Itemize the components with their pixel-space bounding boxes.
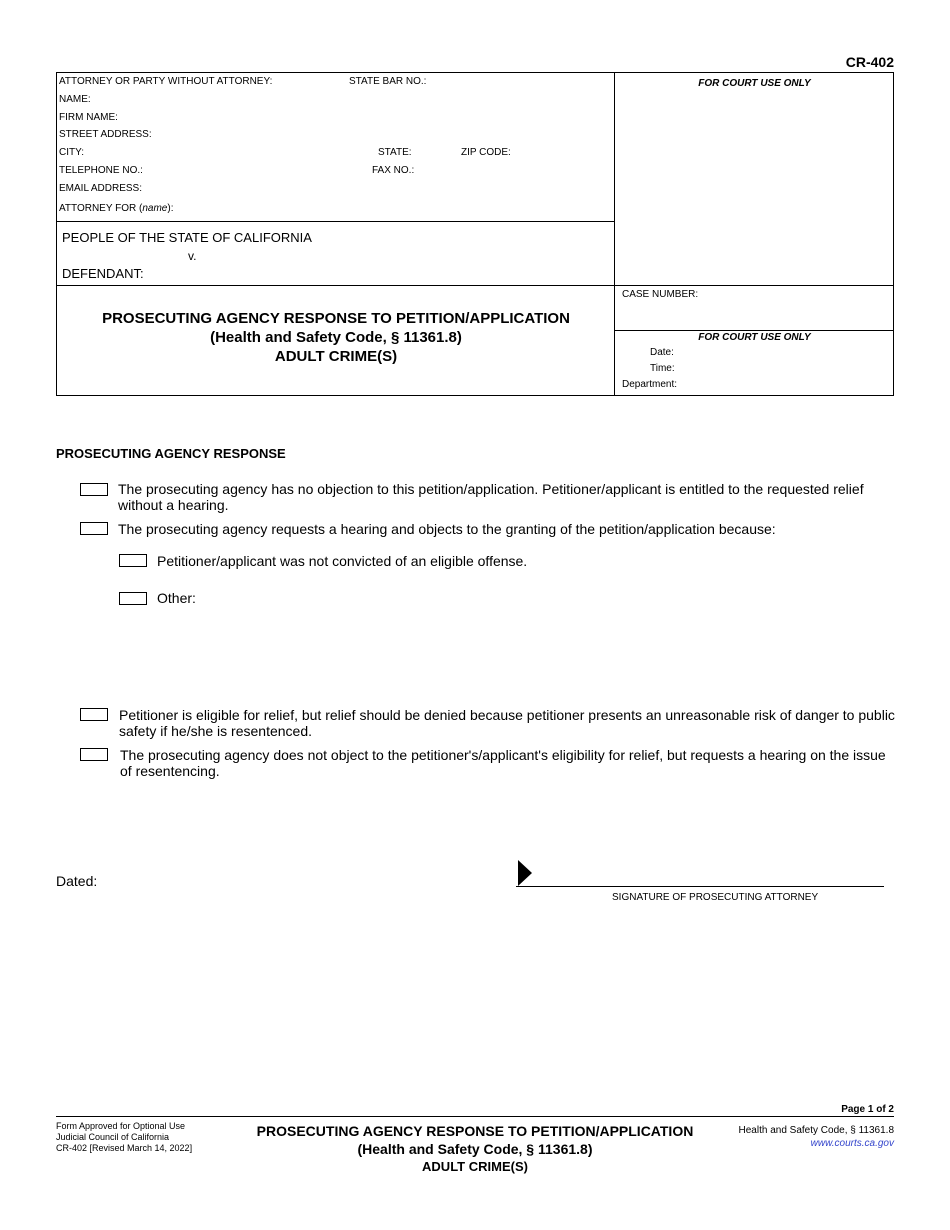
name-label: NAME:: [59, 94, 91, 105]
no-objection-checkbox[interactable]: [80, 483, 108, 496]
section-heading: PROSECUTING AGENCY RESPONSE: [56, 446, 286, 461]
street-address-label: STREET ADDRESS:: [59, 129, 152, 140]
footer-title-line2: (Health and Safety Code, § 11361.8): [357, 1141, 593, 1157]
form-title: [57, 309, 615, 366]
department-label: Department:: [622, 379, 678, 390]
hearing-date-label: Date:: [650, 347, 674, 358]
approval-line-2: Judicial Council of California: [56, 1132, 170, 1142]
city-label: CITY:: [59, 147, 85, 158]
form-title-line3: ADULT CRIME(S): [274, 348, 398, 365]
attorney-or-party-label: ATTORNEY OR PARTY WITHOUT ATTORNEY:: [59, 76, 273, 87]
code-reference: Health and Safety Code, § 11361.8: [738, 1125, 894, 1136]
resentencing-text: The prosecuting agency does not object to the petitioner's/applicant's eligibility for relief, but requests a hearing on the issue of resentencing.: [120, 747, 886, 779]
footer-references: [739, 1124, 894, 1150]
signature-arrow-icon: [518, 860, 532, 886]
court-use-label-2: FOR COURT USE ONLY: [698, 332, 811, 343]
resentencing-checkbox[interactable]: [80, 748, 108, 761]
case-number-label: CASE NUMBER:: [622, 289, 699, 300]
telephone-label: TELEPHONE NO.:: [59, 165, 143, 176]
signature-label: SIGNATURE OF PROSECUTING ATTORNEY: [612, 892, 819, 903]
requests-hearing-text: The prosecuting agency requests a hearing and objects to the granting of the petition/application because:: [118, 521, 776, 537]
form-id: CR-402: [845, 54, 894, 70]
not-convicted-text: Petitioner/applicant was not convicted of an eligible offense.: [157, 553, 528, 569]
form-title-line2: (Health and Safety Code, § 11361.8): [210, 329, 462, 346]
court-use-label: FOR COURT USE ONLY: [698, 78, 811, 89]
caption-box: [56, 72, 894, 396]
defendant-label: DEFENDANT:: [62, 266, 144, 281]
footer-divider: [56, 1116, 894, 1117]
courts-website-link[interactable]: www.courts.ca.gov: [810, 1138, 894, 1149]
firm-name-label: FIRM NAME:: [59, 112, 118, 123]
requests-hearing-checkbox[interactable]: [80, 522, 108, 535]
attorney-for-label: ATTORNEY FOR (name):: [59, 203, 174, 214]
email-label: EMAIL ADDRESS:: [59, 183, 142, 194]
page-number: Page 1 of 2: [841, 1104, 894, 1115]
signature-line[interactable]: [516, 886, 884, 887]
other-checkbox[interactable]: [119, 592, 147, 605]
footer-title: [230, 1122, 720, 1176]
plaintiff-name: PEOPLE OF THE STATE OF CALIFORNIA: [62, 230, 312, 245]
footer-approval: [56, 1121, 192, 1154]
approval-line-3: CR-402 [Revised March 14, 2022]: [56, 1143, 193, 1153]
hearing-time-label: Time:: [650, 363, 675, 374]
state-bar-label: STATE BAR NO.:: [349, 76, 427, 87]
form-title-line1: PROSECUTING AGENCY RESPONSE TO PETITION/APPLICATION: [102, 310, 570, 327]
state-label: STATE:: [378, 147, 412, 158]
zip-code-label: ZIP CODE:: [461, 147, 511, 158]
footer-title-line3: ADULT CRIME(S): [422, 1159, 528, 1174]
danger-text: Petitioner is eligible for relief, but relief should be denied because petitioner presents an unreasonable risk of danger to public safety if he/she is resentenced.: [119, 707, 895, 739]
no-objection-text: The prosecuting agency has no objection to this petition/application. Petitioner/applicant is entitled to the requested relief without a hearing.: [118, 481, 864, 513]
approval-line-1: Form Approved for Optional Use: [56, 1121, 186, 1131]
versus: v.: [188, 249, 197, 263]
dated-label: Dated:: [56, 873, 98, 889]
fax-label: FAX NO.:: [372, 165, 415, 176]
footer-title-line1: PROSECUTING AGENCY RESPONSE TO PETITION/APPLICATION: [256, 1123, 694, 1139]
not-convicted-checkbox[interactable]: [119, 554, 147, 567]
danger-checkbox[interactable]: [80, 708, 108, 721]
other-text: Other:: [157, 590, 196, 606]
